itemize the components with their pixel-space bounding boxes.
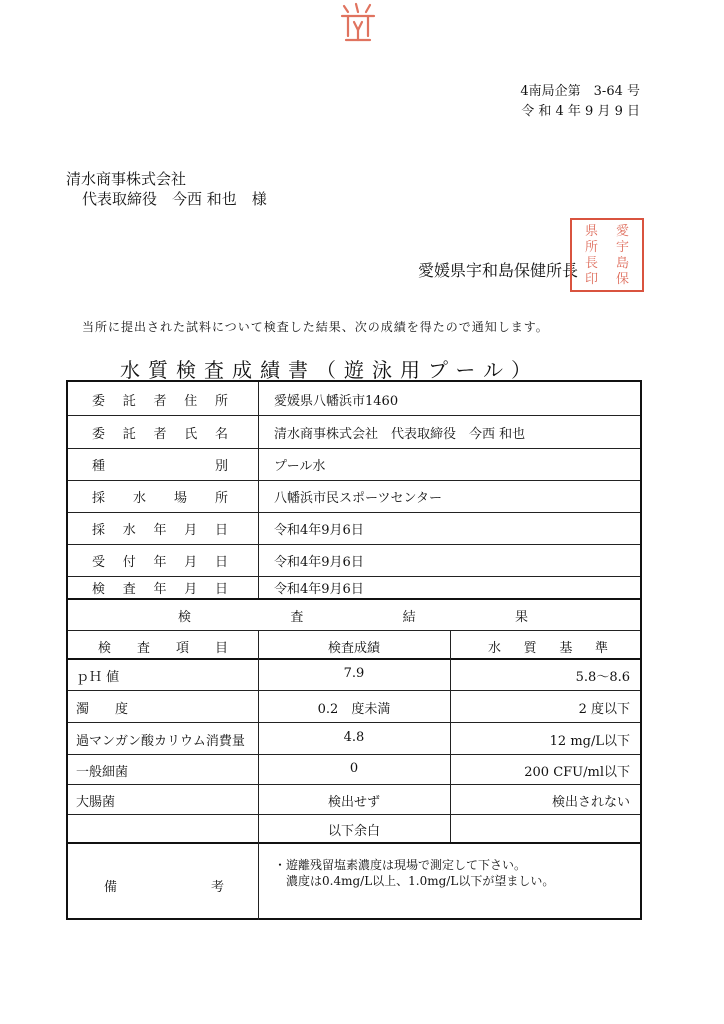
addressee-person: 代表取締役 今西 和也 様	[82, 190, 267, 208]
result-standard-ph: 5.8～8.6	[575, 670, 630, 685]
document-number: 4南局企第 3-64 号	[520, 84, 640, 99]
results-header: 検 査 結 果	[178, 610, 528, 625]
column-header-item: 検 査 項 目	[98, 641, 228, 656]
label-client-address: 委 託 者 住 所	[92, 394, 228, 409]
top-seal-stamp-icon	[336, 0, 380, 44]
result-standard-bacteria: 200 CFU/ml以下	[524, 765, 630, 780]
issuer-name: 愛媛県宇和島保健所長	[418, 261, 579, 280]
notice-text: 当所に提出された試料について検査した結果、次の成績を得たので通知します。	[82, 320, 549, 334]
result-value-ph: 7.9	[343, 666, 365, 681]
label-sampling-location: 採 水 場 所	[92, 491, 228, 506]
report-table	[66, 380, 642, 920]
value-client-address: 愛媛県八幡浜市1460	[274, 394, 399, 409]
remarks-line-2: 濃度は0.4mg/L以上、1.0mg/L以下が望ましい。	[286, 874, 555, 888]
value-sampling-location: 八幡浜市民スポーツセンター	[274, 491, 442, 506]
result-standard-turbidity: 2 度以下	[578, 702, 630, 717]
value-sampling-date: 令和4年9月6日	[274, 523, 364, 538]
label-sampling-date: 採 水 年 月 日	[92, 523, 228, 538]
result-value-kmno4: 4.8	[343, 730, 365, 745]
remainder-blank: 以下余白	[327, 824, 380, 839]
document-title: 水質検査成績書（遊泳用プール）	[120, 358, 539, 382]
result-value-bacteria: 0	[349, 761, 359, 776]
column-header-standard: 水 質 基 準	[488, 641, 608, 656]
result-value-ecoli: 検出せず	[327, 795, 380, 810]
remarks-line-1: ・遊離残留塩素濃度は現場で測定して下さい。	[274, 858, 527, 872]
result-standard-kmno4: 12 mg/L以下	[549, 734, 630, 749]
result-item-turbidity: 濁 度	[76, 702, 129, 717]
label-client-name: 委 託 者 氏 名	[92, 427, 228, 442]
value-receipt-date: 令和4年9月6日	[274, 555, 364, 570]
result-value-turbidity: 0.2 度未満	[317, 702, 391, 717]
label-type: 種 別	[92, 459, 228, 474]
addressee-company: 清水商事株式会社	[66, 170, 187, 188]
value-client-name: 清水商事株式会社 代表取締役 今西 和也	[274, 427, 526, 442]
result-item-bacteria: 一般細菌	[76, 765, 129, 780]
result-standard-ecoli: 検出されない	[551, 795, 630, 810]
column-header-result: 検査成績	[327, 641, 380, 656]
result-item-kmno4: 過マンガン酸カリウム消費量	[76, 734, 245, 749]
result-item-ecoli: 大腸菌	[76, 795, 116, 810]
remarks-label: 備 考	[104, 880, 224, 895]
label-inspection-date: 検 査 年 月 日	[92, 582, 228, 597]
result-item-ph: ｐＨ 値	[76, 670, 120, 685]
document-date: 令 和 4 年 9 月 9 日	[521, 104, 640, 119]
value-type: プール水	[274, 459, 326, 474]
official-seal-stamp: 県 愛 所 宇 長 島 印 保	[570, 218, 644, 292]
value-inspection-date: 令和4年9月6日	[274, 582, 364, 597]
label-receipt-date: 受 付 年 月 日	[92, 555, 228, 570]
